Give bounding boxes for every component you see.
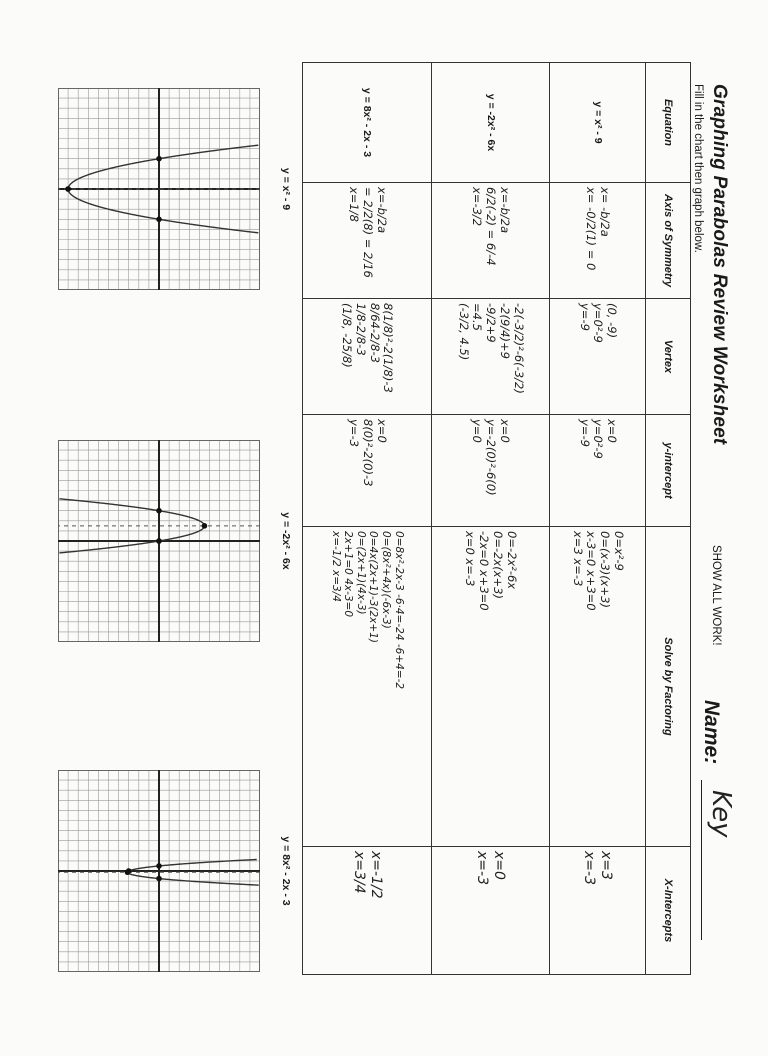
graph-label-3: y = 8x² - 2x - 3 [280, 836, 292, 906]
equation-cell: y = -2x² - 6x [431, 63, 549, 183]
plotted-point [156, 863, 162, 869]
header-equation: Equation [646, 63, 691, 183]
worksheet-title: Graphing Parabolas Review Worksheet [709, 84, 730, 445]
coordinate-grid [58, 770, 260, 972]
plotted-point [156, 217, 162, 223]
header-xints: X-Intercepts [646, 847, 691, 975]
plotted-point [156, 508, 162, 514]
header-vertex: Vertex [646, 299, 691, 415]
vertex-cell: -2(-3/2)²-6(-3/2) -2(9/4)+9 -9/2+9 =4.5 (-3/2, 4.5) [431, 299, 549, 415]
graph-1 [58, 88, 260, 290]
name-line [701, 780, 702, 940]
vertex-cell: 8(1/8)²-2(1/8)-3 8/64-2/8-3 1/8-2/8-3 (1/8, -25/8) [303, 299, 432, 415]
xints-cell: x=3 x=-3 [549, 847, 645, 975]
axis-cell: x=-b/2a 6/2(-2) = 6/-4 x=-3/2 [431, 183, 549, 299]
coordinate-grid [58, 440, 260, 642]
table-row [431, 63, 549, 975]
plotted-point [65, 186, 71, 192]
table-row [303, 63, 432, 975]
coordinate-grid [58, 88, 260, 290]
instructions: Fill in the chart then graph below. [692, 84, 704, 253]
graph-label-2: y = -2x² - 6x [280, 512, 292, 570]
name-label: Name: [700, 700, 723, 765]
name-value: Key [706, 790, 736, 838]
show-work-note: SHOW ALL WORK! [710, 545, 722, 646]
plotted-point [156, 538, 162, 544]
axis-cell: x= -b/2a x= -0/2(1) = 0 [549, 183, 645, 299]
header-factoring: Solve by Factoring [646, 527, 691, 847]
plotted-point [202, 523, 208, 529]
yint-cell: x=0 8(0)²-2(0)-3 y=-3 [303, 415, 432, 527]
xints-cell: x=0 x=-3 [431, 847, 549, 975]
plotted-point [156, 156, 162, 162]
graph-2 [58, 440, 260, 642]
factoring-cell: 0=8x²-2x-3 -6·4=-24 -6+4=-2 0=(8x²+4x)(-6x-3) 0=4x(2x+1)-3(2x+1) 0=(2x+1)(4x-3) 2x+1=0 4x-3=0 x=-1/2 x=3/4 [303, 527, 432, 847]
factoring-cell: 0=-2x²-6x 0=-2x(x+3) -2x=0 x+3=0 x=0 x=-3 [431, 527, 549, 847]
graph-3 [58, 770, 260, 972]
axis-cell: x=-b/2a = 2/2(8) = 2/16 x=1/8 [303, 183, 432, 299]
graph-label-1: y = x² - 9 [280, 167, 292, 211]
header-yint: y-intercept [646, 415, 691, 527]
table-header-row [646, 63, 691, 975]
equation-cell: y = 8x² - 2x - 3 [303, 63, 432, 183]
plotted-point [156, 876, 162, 882]
parabola-table [302, 62, 691, 975]
yint-cell: x=0 y=-2(0)²-6(0) y=0 [431, 415, 549, 527]
factoring-cell: 0=x²-9 0=(x-3)(x+3) x-3=0 x+3=0 x=3 x=-3 [549, 527, 645, 847]
plotted-point [126, 868, 132, 874]
equation-cell: y = x² - 9 [549, 63, 645, 183]
header-axis: Axis of Symmetry [646, 183, 691, 299]
table-row [549, 63, 645, 975]
yint-cell: x=0 y=0²-9 y=-9 [549, 415, 645, 527]
vertex-cell: (0, -9) y=0²-9 y=-9 [549, 299, 645, 415]
xints-cell: x=-1/2 x=3/4 [303, 847, 432, 975]
